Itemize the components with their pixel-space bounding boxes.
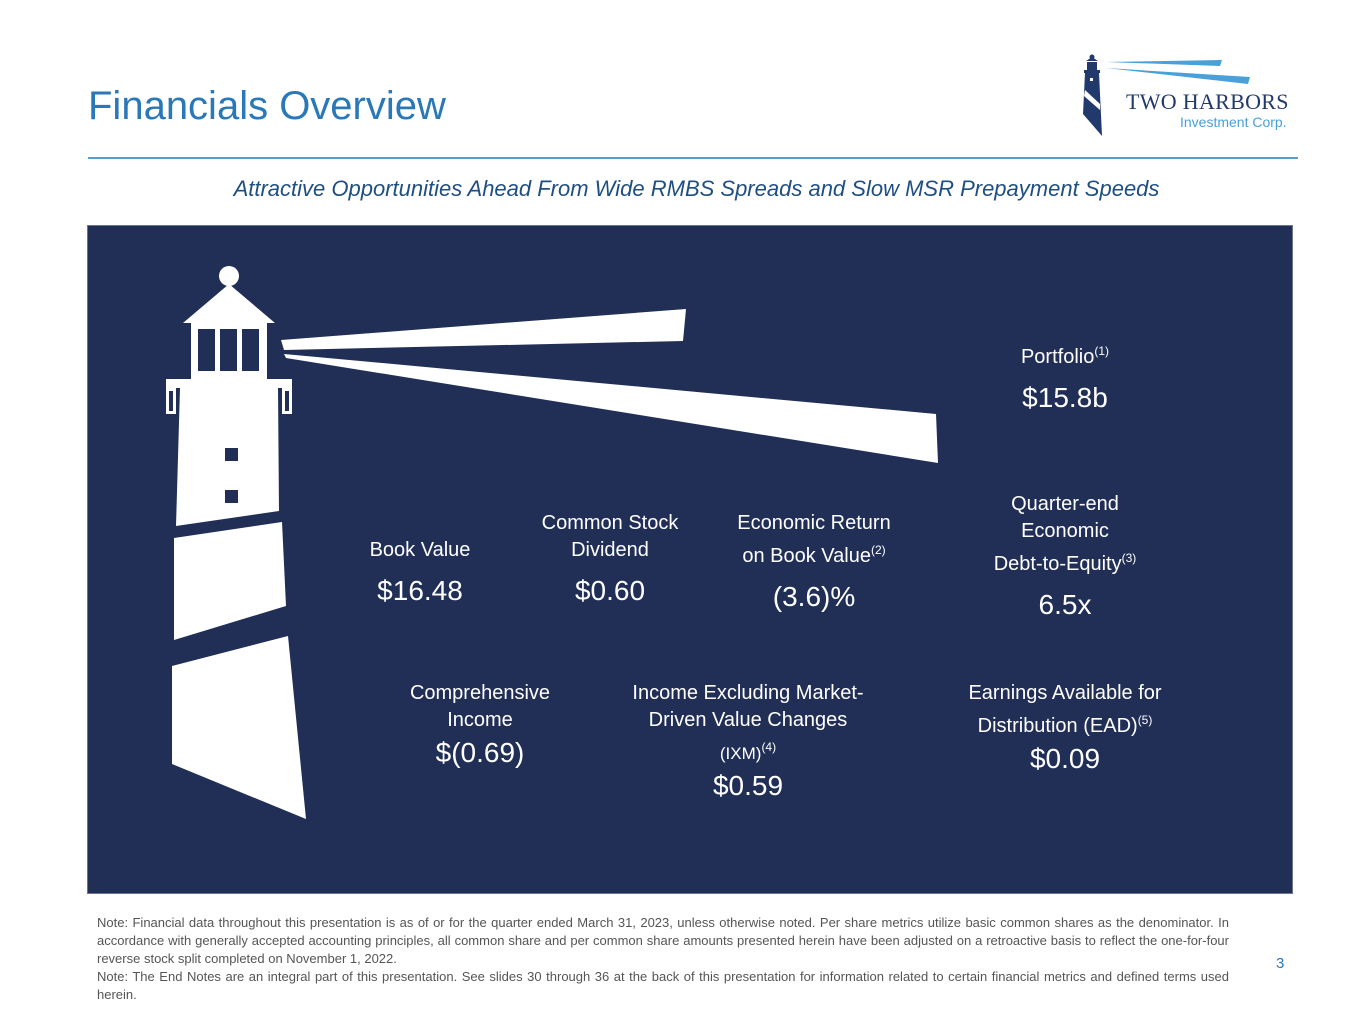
ixm-value: $0.59 xyxy=(712,770,784,801)
portfolio-footnote: (1) xyxy=(1094,344,1110,358)
metric-portfolio xyxy=(965,338,1165,415)
logo-subtitle: Investment Corp. xyxy=(1180,114,1287,130)
ixm-label-line2: Driven Value Changes xyxy=(648,709,848,731)
dividend-value: $0.60 xyxy=(574,575,646,606)
metric-book-value xyxy=(330,537,510,608)
ead-footnote: (5) xyxy=(1137,713,1153,727)
debt-to-equity-label-line2: Economic xyxy=(1021,520,1109,542)
economic-return-label-line2: on Book Value xyxy=(742,545,871,567)
page-title: Financials Overview xyxy=(88,84,446,128)
ixm-label-line3: (IXM) xyxy=(719,744,762,763)
dividend-label-line2: Dividend xyxy=(571,539,649,561)
economic-return-footnote: (2) xyxy=(870,543,886,557)
logo-name: TWO HARBORS xyxy=(1126,89,1289,114)
debt-to-equity-value: 6.5x xyxy=(1038,589,1092,620)
footnote-2: Note: The End Notes are an integral part of this presentation. See slides 30 through 36 at the back of this presentation for information related to certain financial metrics and defined terms used herein. xyxy=(97,969,1229,1002)
comprehensive-income-value: $(0.69) xyxy=(435,737,525,768)
ixm-label-line1: Income Excluding Market- xyxy=(632,682,864,704)
metrics-panel xyxy=(87,225,1293,894)
book-value-label: Book Value xyxy=(369,539,471,561)
ead-value: $0.09 xyxy=(1029,743,1101,774)
ead-label-line2: Distribution (EAD) xyxy=(977,715,1138,737)
book-value-value: $16.48 xyxy=(377,575,463,606)
header-divider xyxy=(88,157,1298,159)
economic-return-value: (3.6)% xyxy=(772,581,856,612)
portfolio-label: Portfolio xyxy=(1020,346,1095,368)
metric-ead xyxy=(945,680,1185,776)
debt-to-equity-label-line1: Quarter-end xyxy=(1011,493,1119,515)
footnote-1: Note: Financial data throughout this presentation is as of or for the quarter ended March 31, 2023, unless otherwise noted. Per share metrics utilize basic common shares as the denominator. In accordance with generally accepted accounting principles, all common share and per common share amounts presented herein have been adjusted on a retroactive basis to reflect the one-for-four reverse stock split completed on November 1, 2022. xyxy=(97,915,1229,966)
comprehensive-income-label-line2: Income xyxy=(447,709,513,731)
metric-dividend xyxy=(510,510,710,608)
metric-comprehensive-income xyxy=(380,680,580,770)
debt-to-equity-footnote: (3) xyxy=(1121,551,1137,565)
slide-subtitle: Attractive Opportunities Ahead From Wide RMBS Spreads and Slow MSR Prepayment Speeds xyxy=(233,176,1160,201)
dividend-label-line1: Common Stock xyxy=(541,512,679,534)
ead-label-line1: Earnings Available for xyxy=(968,682,1162,704)
metric-economic-return xyxy=(714,510,914,614)
portfolio-value: $15.8b xyxy=(1022,382,1108,413)
metric-debt-to-equity xyxy=(965,491,1165,622)
ixm-footnote: (4) xyxy=(761,740,777,754)
comprehensive-income-label-line1: Comprehensive xyxy=(409,682,551,704)
metric-ixm xyxy=(608,680,888,803)
page-number: 3 xyxy=(1276,955,1285,972)
debt-to-equity-label-line3: Debt-to-Equity xyxy=(993,553,1122,575)
economic-return-label-line1: Economic Return xyxy=(737,512,891,534)
